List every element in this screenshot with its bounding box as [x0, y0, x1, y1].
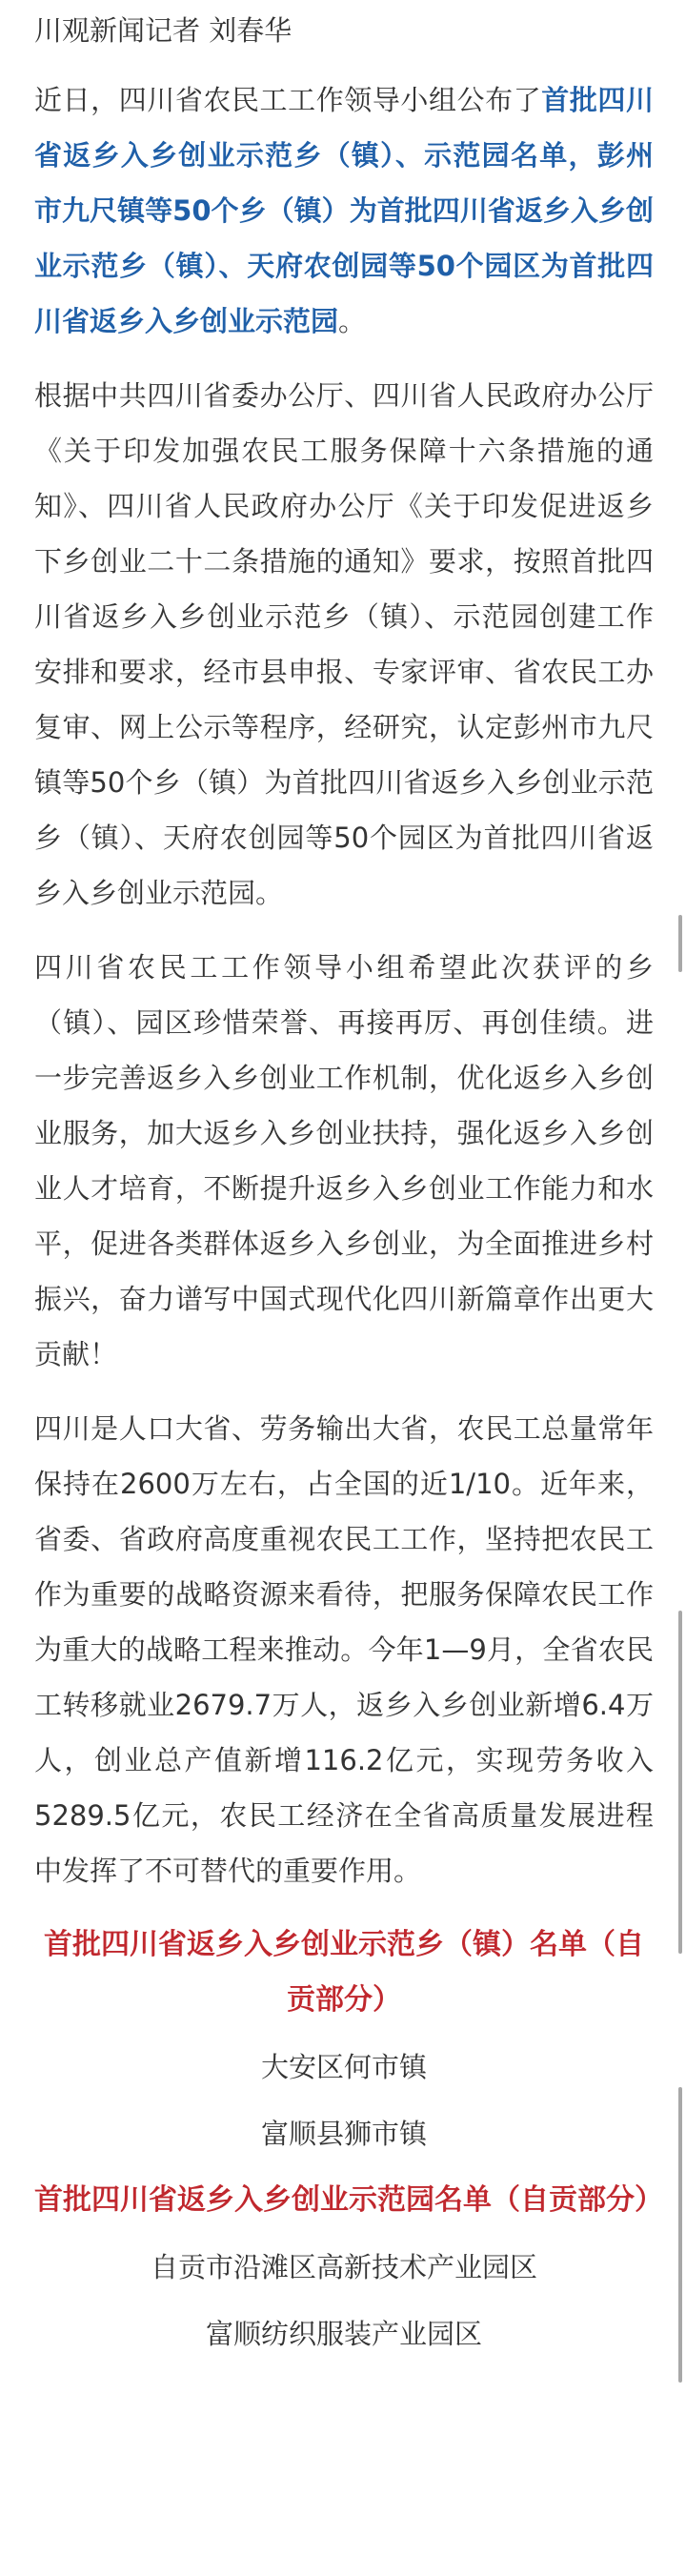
scroll-mark — [678, 915, 682, 972]
paragraph-basis: 根据中共四川省委办公厅、四川省人民政府办公厅《关于印发加强农民工服务保障十六条措施的通知》、四川省人民政府办公厅《关于印发促进返乡下乡创业二十二条措施的通知》要求，按照首批四川省返乡入乡创业示范乡（镇）、示范园创建工作安排和要求，经市县申报、专家评审、省农民工办复审、网上公示等程序，经研究，认定彭州市九尺镇等50个乡（镇）为首批四川省返乡入乡创业示范乡（镇）、天府农创园等50个园区为首批四川省返乡入乡创业示范园。 — [34, 379, 654, 909]
article — [34, 0, 663, 2373]
park-list-item: 自贡市沿滩区高新技术产业园区 — [150, 2251, 537, 2283]
scroll-mark — [678, 1611, 682, 1954]
lead-suffix: 。 — [338, 305, 367, 337]
paragraph-expectation: 四川省农民工工作领导小组希望此次获评的乡（镇）、园区珍惜荣誉、再接再厉、再创佳绩。进一步完善返乡入乡创业工作机制，优化返乡入乡创业服务，加大返乡入乡创业扶持，强化返乡入乡创业人才培育，不断提升返乡入乡创业工作能力和水平，促进各类群体返乡入乡创业，为全面推进乡村振兴，奋力谱写中国式现代化四川新篇章作出更大贡献！ — [34, 951, 654, 1370]
town-list-item: 富顺县狮市镇 — [260, 2118, 427, 2150]
lead-prefix: 近日，四川省农民工工作领导小组公布了 — [34, 84, 542, 116]
section-title-parks: 首批四川省返乡入乡创业示范园名单（自贡部分） — [34, 2183, 663, 2217]
lead-paragraph — [34, 72, 654, 349]
scroll-mark — [678, 2087, 682, 2383]
park-list-item: 富顺纺织服装产业园区 — [205, 2318, 482, 2350]
scroll-indicator — [676, 0, 682, 2576]
town-list-item: 大安区何市镇 — [260, 2051, 427, 2083]
paragraph-background: 四川是人口大省、劳务输出大省，农民工总量常年保持在2600万左右，占全国的近1/10。近年来，省委、省政府高度重视农民工工作，坚持把农民工作为重要的战略资源来看待，把服务保障农民工作为重大的战略工程来推动。今年1—9月，全省农民工转移就业2679.7万人，返乡入乡创业新增6.4万人，创业总产值新增116.2亿元，实现劳务收入5289.5亿元，农民工经济在全省高质量发展进程中发挥了不可替代的重要作用。 — [34, 1412, 654, 1887]
lead-highlight: 首批四川省返乡入乡创业示范乡（镇）、示范园名单，彭州市九尺镇等50个乡（镇）为首批四川省返乡入乡创业示范乡（镇）、天府农创园等50个园区为首批四川省返乡入乡创业示范园 — [34, 84, 654, 337]
byline: 川观新闻记者 刘春华 — [34, 14, 293, 47]
section-title-towns: 首批四川省返乡入乡创业示范乡（镇）名单（自贡部分） — [44, 1928, 644, 2017]
